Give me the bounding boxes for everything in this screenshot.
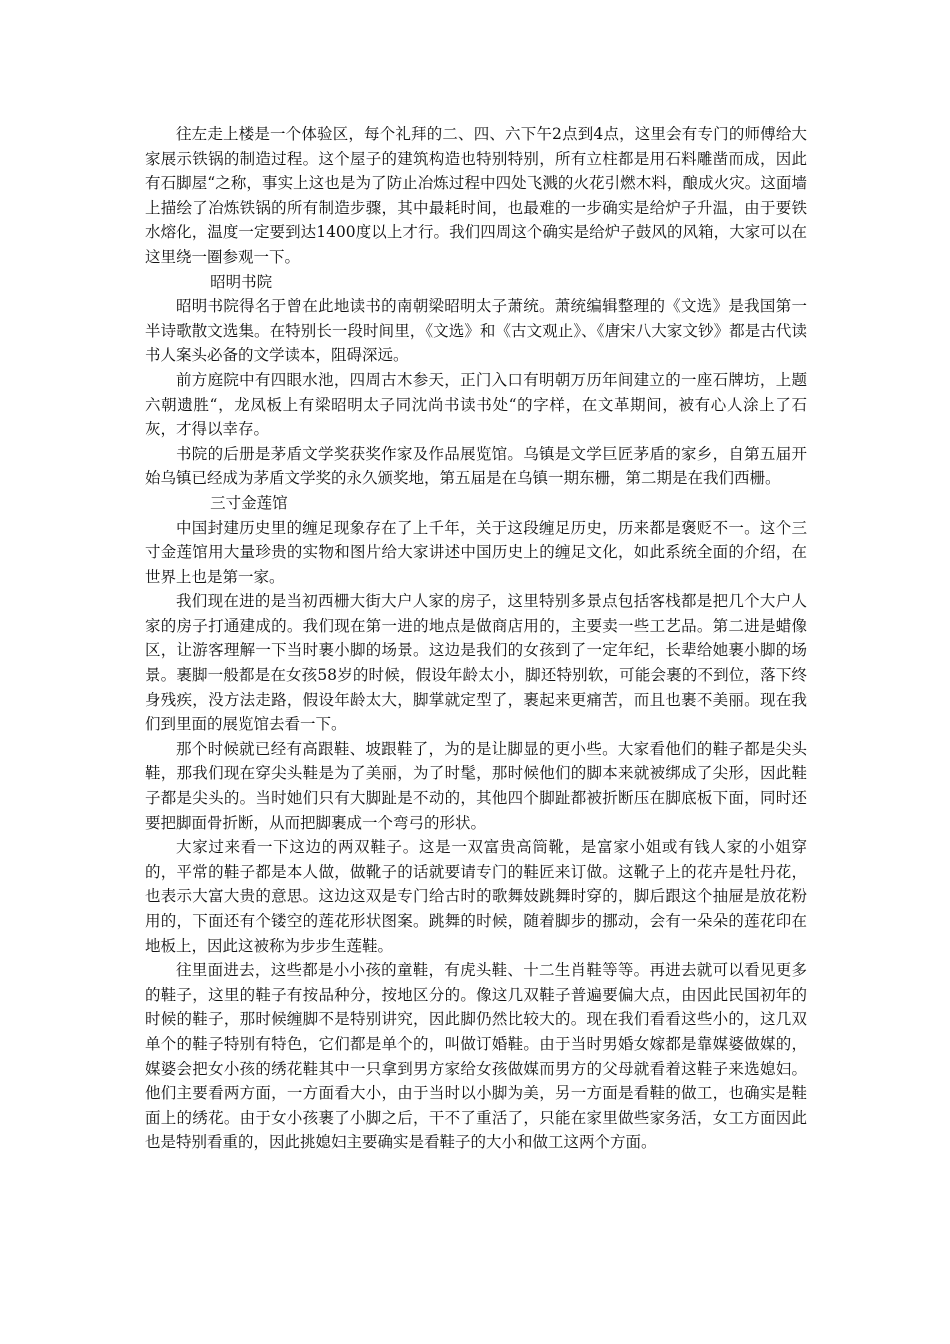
document-body	[145, 122, 807, 1155]
paragraph-academy-origin: 昭明书院得名于曾在此地读书的南朝梁昭明太子萧统。萧统编辑整理的《文选》是我国第一半诗歌散文选集。在特别长一段时间里，《文选》和《古文观止》、《唐宋八大家文钞》都是古代读书人案头必备的文学读本，阻碍深远。	[145, 297, 807, 365]
paragraph-mao-dun-hall: 书院的后册是茅盾文学奖获奖作家及作品展览馆。乌镇是文学巨匠茅盾的家乡，自第五届开始乌镇已经成为茅盾文学奖的永久颁奖地，第五届是在乌镇一期东栅，第二期是在我们西栅。	[145, 444, 807, 488]
paragraph-footbinding-history: 中国封建历史里的缠足现象存在了上千年，关于这段缠足历史，历来都是褒贬不一。这个三寸金莲馆用大量珍贵的实物和图片给大家讲述中国历史上的缠足文化，如此系统全面的介绍，在世界上也是第一家。	[145, 518, 807, 586]
paragraph-engagement-shoes: 往里面进去，这些都是小小孩的童鞋，有虎头鞋、十二生肖鞋等等。再进去就可以看见更多的鞋子，这里的鞋子有按品种分，按地区分的。像这几双鞋子普遍要偏大点，由因此民国初年的时候的鞋子，那时候缠脚不是特别讲究，因此脚仍然比较大的。现在我们看看这些小的，这几双单个的鞋子特别有特色，它们都是单个的，叫做订婚鞋。由于当时男婚女嫁都是靠媒婆做媒的，媒婆会把女小孩的绣花鞋其中一只拿到男方家给女孩做媒而男方的父母就看着这鞋子来选媳妇。他们主要看两方面，一方面看大小，由于当时以小脚为美，另一方面是看鞋的做工，也确实是鞋面上的绣花。由于女小孩裹了小脚之后，干不了重活了，只能在家里做些家务活，女工方面因此也是特别看重的，因此挑媳妇主要确实是看鞋子的大小和做工这两个方面。	[145, 961, 807, 1152]
section-heading-zhaoming-academy: 昭明书院	[210, 272, 273, 291]
section-heading-golden-lotus-museum: 三寸金莲馆	[210, 493, 288, 512]
paragraph-house-tour: 我们现在进的是当初西栅大街大户人家的房子，这里特别多景点包括客栈都是把几个大户人家的房子打通建成的。我们现在第一进的地点是做商店用的，主要卖一些工艺品。第二进是蜡像区，让游客理解一下当时裹小脚的场景。这边是我们的女孩到了一定年纪，长辈给她裹小脚的场景。裹脚一般都是在女孩58岁的时候，假设年龄太小，脚还特别软，可能会裹的不到位，落下终身残疾，没方法走路，假设年龄太大，脚掌就定型了，裹起来更痛苦，而且也裹不美丽。现在我们到里面的展览馆去看一下。	[145, 592, 807, 734]
paragraph-courtyard: 前方庭院中有四眼水池，四周古木参天，正门入口有明朝万历年间建立的一座石牌坊，上题六朝遗胜“，龙凤板上有梁昭明太子同沈尚书读书处“的字样，在文革期间，被有心人涂上了石灰，才得以幸存。	[145, 370, 807, 439]
paragraph-two-pairs: 大家过来看一下这边的两双鞋子。这是一双富贵高筒靴，是富家小姐或有钱人家的小姐穿的，平常的鞋子都是本人做，做靴子的话就要请专门的鞋匠来订做。这靴子上的花卉是牡丹花，也表示大富大贵的意思。这边这双是专门给古时的歌舞妓跳舞时穿的，脚后跟这个抽屉是放花粉用的，下面还有个镂空的莲花形状图案。跳舞的时候，随着脚步的挪动，会有一朵朵的莲花印在地板上，因此这被称为步步生莲鞋。	[145, 838, 807, 955]
paragraph-pointed-shoes: 那个时候就已经有高跟鞋、坡跟鞋了，为的是让脚显的更小些。大家看他们的鞋子都是尖头鞋，那我们现在穿尖头鞋是为了美丽，为了时髦，那时候他们的脚本来就被绑成了尖形，因此鞋子都是尖头的。当时她们只有大脚趾是不动的，其他四个脚趾都被折断压在脚底板下面，同时还要把脚面骨折断，从而把脚裹成一个弯弓的形状。	[145, 739, 807, 832]
paragraph-workshop: 往左走上楼是一个体验区，每个礼拜的二、四、六下午2点到4点，这里会有专门的师傅给大家展示铁锅的制造过程。这个屋子的建筑构造也特别特别，所有立柱都是用石料雕凿而成，因此有石脚屋“之称，事实上这也是为了防止冶炼过程中四处飞溅的火花引燃木料，酿成火灾。这面墙上描绘了冶炼铁锅的所有制造步骤，其中最耗时间，也最难的一步确实是给炉子升温，由于要铁水熔化，温度一定要到达1400度以上才行。我们四周这个确实是给炉子鼓风的风箱，大家可以在这里绕一圈参观一下。	[145, 125, 807, 266]
